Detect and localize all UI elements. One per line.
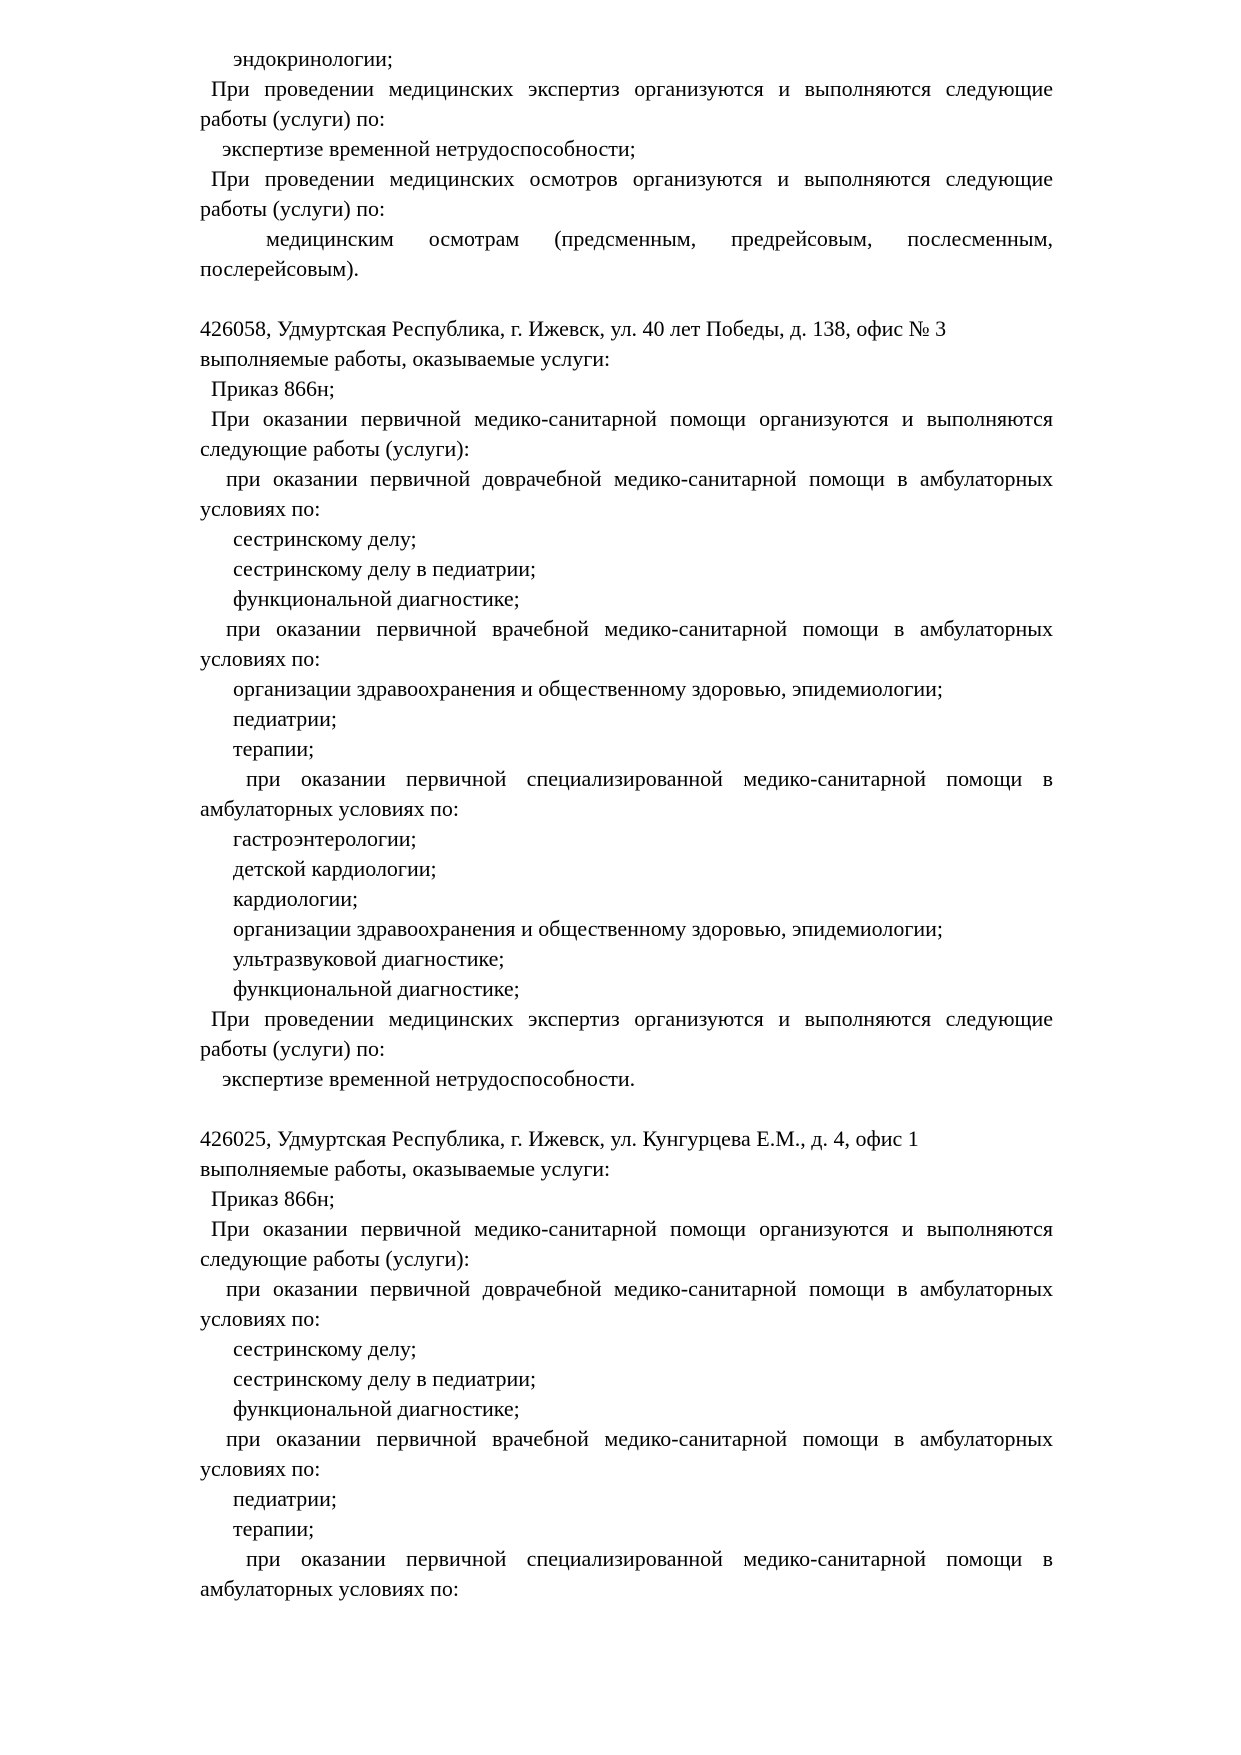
document-line: 426025, Удмуртская Республика, г. Ижевск, ул. Кунгурцева Е.М., д. 4, офис 1	[200, 1126, 919, 1151]
document-line: При проведении медицинских экспертиз организуются и выполняются следующие	[211, 1006, 1053, 1031]
document-line: сестринскому делу в педиатрии;	[233, 556, 537, 581]
document-line: При проведении медицинских осмотров организуются и выполняются следующие	[211, 166, 1053, 191]
document-line: амбулаторных условиях по:	[200, 1576, 460, 1601]
document-line: кардиологии;	[233, 886, 359, 911]
document-line: педиатрии;	[233, 706, 337, 731]
document-line: выполняемые работы, оказываемые услуги:	[200, 1156, 611, 1181]
document-line: педиатрии;	[233, 1486, 337, 1511]
document-line: сестринскому делу;	[233, 1336, 417, 1361]
blank-line	[200, 284, 1053, 314]
document-line: следующие работы (услуги):	[200, 1246, 470, 1271]
document-line: При оказании первичной медико-санитарной помощи организуются и выполняются	[211, 1216, 1053, 1241]
document-line: работы (услуги) по:	[200, 1036, 386, 1061]
document-line: терапии;	[233, 736, 315, 761]
document-line: организации здравоохранения и общественному здоровью, эпидемиологии;	[233, 916, 944, 941]
document-line: организации здравоохранения и общественному здоровью, эпидемиологии;	[233, 676, 944, 701]
document-line: функциональной диагностике;	[233, 586, 520, 611]
document-line: сестринскому делу в педиатрии;	[233, 1366, 537, 1391]
blank-line	[200, 1094, 1053, 1124]
document-line: условиях по:	[200, 1306, 321, 1331]
document-line: условиях по:	[200, 646, 321, 671]
document-line: при оказании первичной специализированной медико-санитарной помощи в	[246, 1546, 1053, 1571]
document-body	[200, 44, 1053, 1604]
document-line: терапии;	[233, 1516, 315, 1541]
document-line: при оказании первичной доврачебной медико-санитарной помощи в амбулаторных	[226, 1276, 1053, 1301]
document-line: гастроэнтерологии;	[233, 826, 417, 851]
document-line: функциональной диагностике;	[233, 976, 520, 1001]
document-line: следующие работы (услуги):	[200, 436, 470, 461]
document-line: ультразвуковой диагностике;	[233, 946, 505, 971]
document-line: При проведении медицинских экспертиз организуются и выполняются следующие	[211, 76, 1053, 101]
document-line: при оказании первичной врачебной медико-санитарной помощи в амбулаторных	[226, 1426, 1053, 1451]
document-line: эндокринологии;	[233, 46, 394, 71]
document-line: сестринскому делу;	[233, 526, 417, 551]
document-line: экспертизе временной нетрудоспособности.	[222, 1066, 636, 1091]
document-line: 426058, Удмуртская Республика, г. Ижевск, ул. 40 лет Победы, д. 138, офис № 3	[200, 316, 947, 341]
document-line: условиях по:	[200, 1456, 321, 1481]
document-line: экспертизе временной нетрудоспособности;	[222, 136, 636, 161]
document-line: Приказ 866н;	[211, 1186, 335, 1211]
document-line: медицинским осмотрам (предсменным, предрейсовым, послесменным,	[266, 226, 1053, 251]
document-line: функциональной диагностике;	[233, 1396, 520, 1421]
document-line: условиях по:	[200, 496, 321, 521]
document-line: при оказании первичной доврачебной медико-санитарной помощи в амбулаторных	[226, 466, 1053, 491]
document-line: при оказании первичной врачебной медико-санитарной помощи в амбулаторных	[226, 616, 1053, 641]
document-line: выполняемые работы, оказываемые услуги:	[200, 346, 611, 371]
document-line: работы (услуги) по:	[200, 196, 386, 221]
document-line: Приказ 866н;	[211, 376, 335, 401]
document-line: послерейсовым).	[200, 256, 360, 281]
document-line: При оказании первичной медико-санитарной помощи организуются и выполняются	[211, 406, 1053, 431]
document-line: детской кардиологии;	[233, 856, 437, 881]
document-line: при оказании первичной специализированной медико-санитарной помощи в	[246, 766, 1053, 791]
document-line: амбулаторных условиях по:	[200, 796, 460, 821]
document-line: работы (услуги) по:	[200, 106, 386, 131]
